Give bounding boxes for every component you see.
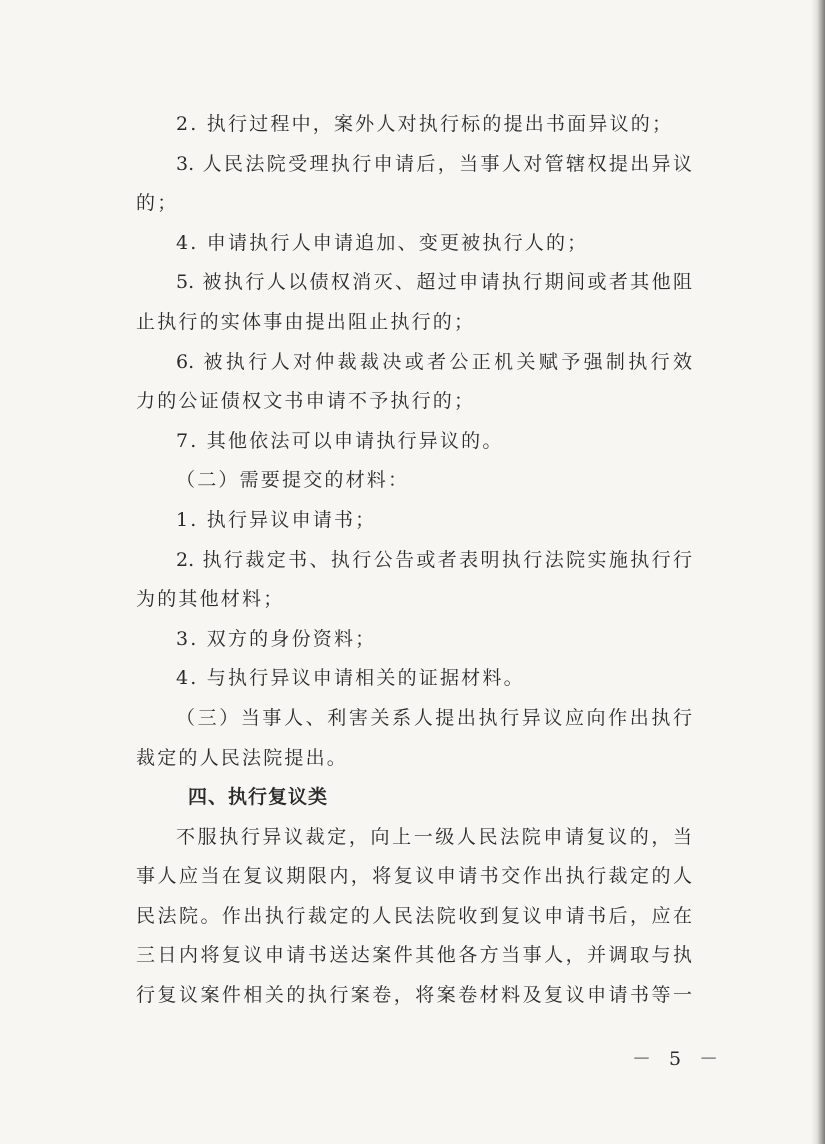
list-item-2: 2. 执行过程中，案外人对执行标的提出书面异议的； [176,113,674,135]
material-item-3: 3. 双方的身份资料； [176,627,377,650]
paragraph-line-1: 不服执行异议裁定，向上一级人民法院申请复议的，当 [176,825,692,848]
paragraph-line-2: 事人应当在复议期限内，将复议申请书交作出执行裁定的人 [136,865,692,888]
subsection-court: （三）当事人、利害关系人提出执行异议应向作出执行 [176,706,692,729]
material-item-4: 4. 与执行异议申请相关的证据材料。 [176,667,525,690]
subsection-court-cont: 裁定的人民法院提出。 [136,746,349,769]
paragraph-line-3: 民法院。作出执行裁定的人民法院收到复议申请书后，应在 [136,904,692,927]
list-item-3: 3. 人民法院受理执行申请后，当事人对管辖权提出异议 [176,152,692,175]
section-heading-review: 四、执行复议类 [188,786,329,809]
list-item-5-cont: 止执行的实体事由提出阻止执行的； [136,310,476,333]
list-item-6: 6. 被执行人对仲裁裁决或者公正机关赋予强制执行效 [176,350,692,373]
material-item-2-cont: 为的其他材料； [136,588,285,611]
list-item-4: 4. 申请执行人申请追加、变更被执行人的； [176,231,589,254]
subsection-materials: （二）需要提交的材料： [176,469,410,492]
list-item-5: 5. 被执行人以债权消灭、超过申请执行期间或者其他阻 [176,271,692,294]
scan-edge-shadow [811,0,825,1144]
material-item-1: 1. 执行异议申请书； [176,508,377,531]
list-item-6-cont: 力的公证债权文书申请不予执行的； [136,390,476,413]
list-item-7: 7. 其他依法可以申请执行异议的。 [176,429,504,452]
paragraph-line-4: 三日内将复议申请书送达案件其他各方当事人，并调取与执 [136,944,692,967]
material-item-2: 2. 执行裁定书、执行公告或者表明执行法院实施执行行 [176,548,692,571]
list-item-3-cont: 的； [136,192,179,215]
paragraph-line-5: 行复议案件相关的执行案卷，将案卷材料及复议申请书等一 [136,984,692,1007]
page-number: － 5 － [632,1048,725,1070]
body-text [136,105,692,1016]
